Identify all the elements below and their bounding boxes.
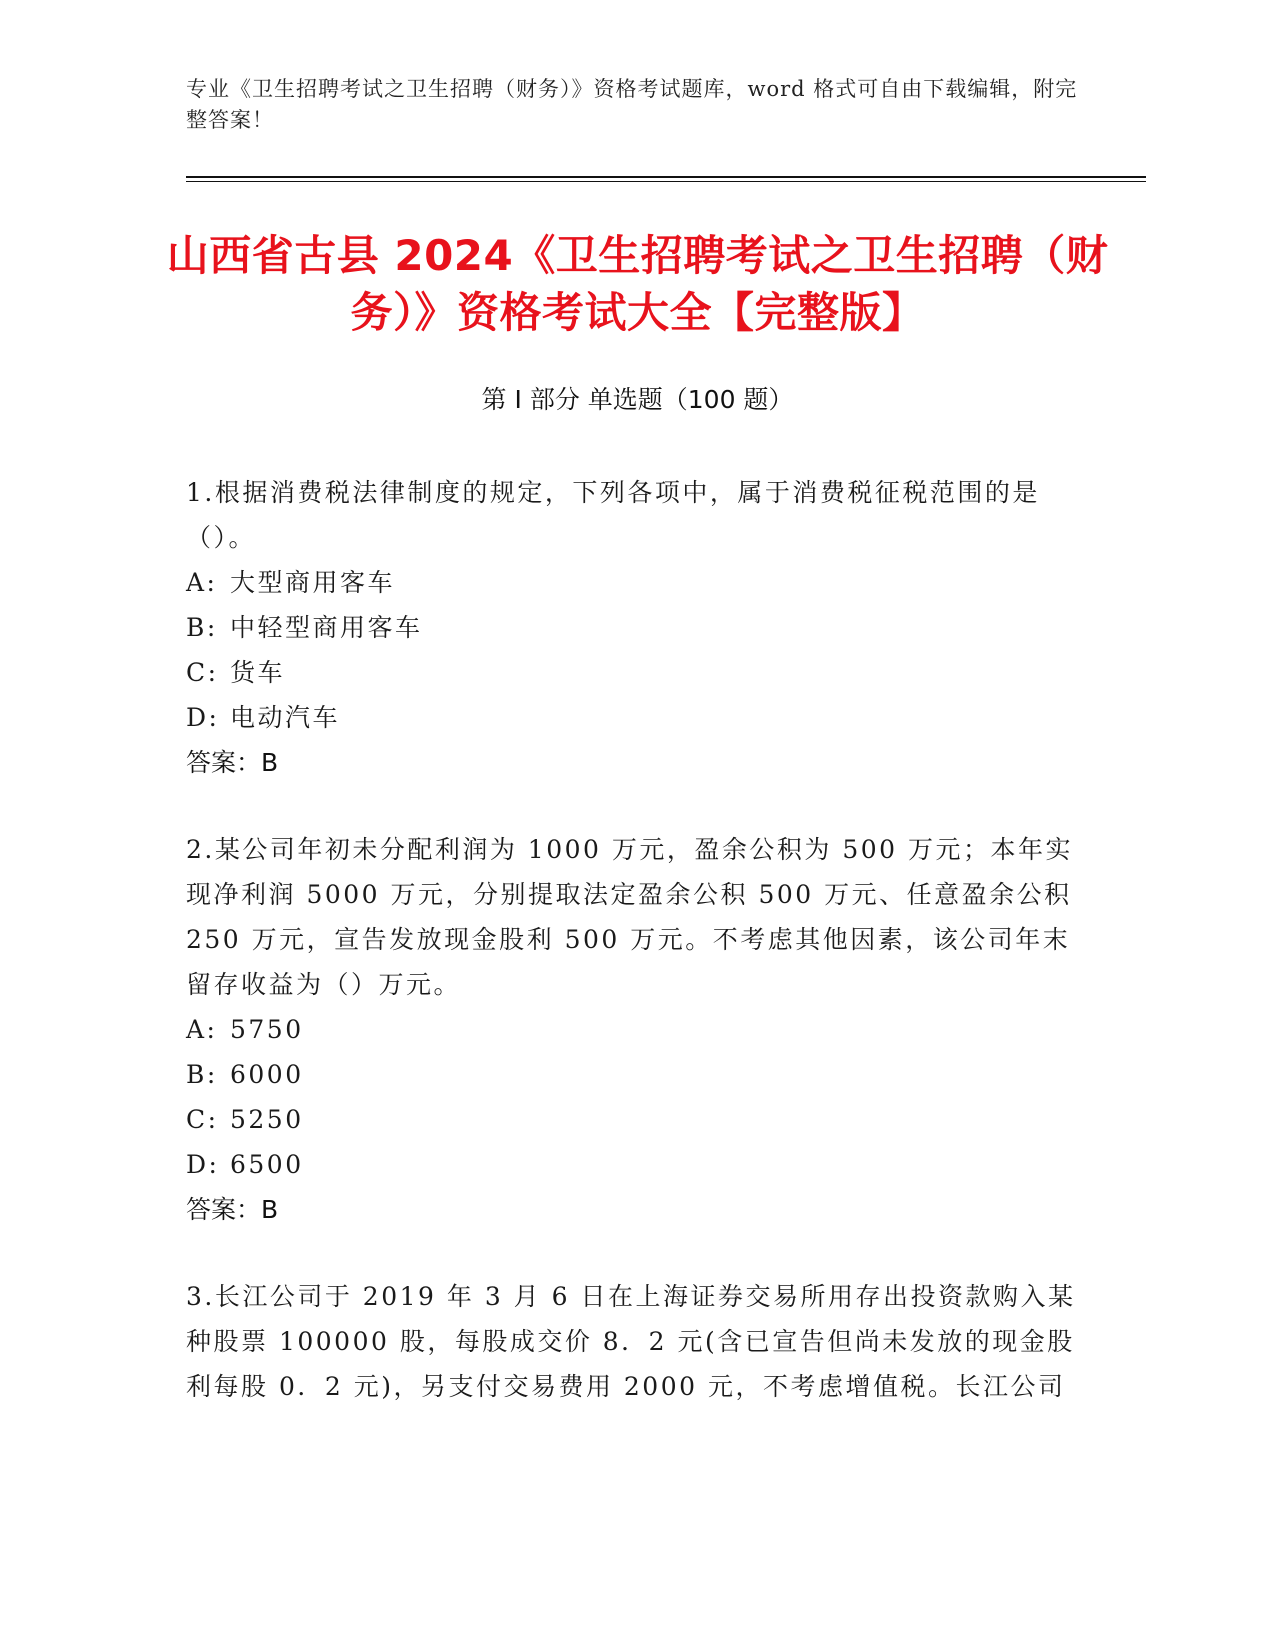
option-a [186, 560, 1086, 605]
option-text: 6500 [230, 1150, 304, 1179]
question-stem: 1.根据消费税法律制度的规定，下列各项中，属于消费税征税范围的是（）。 [186, 478, 1040, 552]
question-list [186, 470, 1086, 1451]
header-divider-thick [186, 176, 1146, 178]
option-text: 电动汽车 [230, 703, 341, 732]
question-2 [186, 827, 1086, 1232]
option-text: 货车 [230, 658, 286, 687]
option-text: 5750 [230, 1015, 304, 1044]
option-b [186, 1052, 1086, 1097]
question-1 [186, 470, 1086, 785]
option-c [186, 1097, 1086, 1142]
option-letter: C: [186, 1105, 219, 1134]
answer-line: 答案：B [186, 748, 279, 777]
section-title: 第 I 部分 单选题（100 题） [481, 385, 794, 414]
option-text: 6000 [230, 1060, 304, 1089]
document-title: 山西省古县 2024《卫生招聘考试之卫生招聘（财务）》资格考试大全【完整版】 [166, 231, 1109, 337]
option-b [186, 605, 1086, 650]
option-letter: A: [186, 568, 218, 597]
question-stem: 3.长江公司于 2019 年 3 月 6 日在上海证券交易所用存出投资款购入某种股票 100000 股，每股成交价 8．2 元(含已宣告但尚未发放的现金股利每股 0．2 元)，另支付交易费用 2000 元，不考虑增值税。长江公司 [186, 1282, 1076, 1401]
option-letter: A: [186, 1015, 218, 1044]
option-c [186, 650, 1086, 695]
option-letter: C: [186, 658, 219, 687]
option-letter: B: [186, 613, 218, 642]
header-note: 专业《卫生招聘考试之卫生招聘（财务）》资格考试题库，word 格式可自由下载编辑，附完整答案！ [186, 77, 1078, 132]
question-stem: 2.某公司年初未分配利润为 1000 万元，盈余公积为 500 万元；本年实现净利润 5000 万元，分别提取法定盈余公积 500 万元、任意盈余公积 250 万元，宣告发放现金股利 500 万元。不考虑其他因素，该公司年末留存收益为（）万元。 [186, 835, 1073, 999]
option-text: 中轻型商用客车 [230, 613, 423, 642]
option-text: 大型商用客车 [230, 568, 396, 597]
header-divider-thin [186, 181, 1146, 182]
option-text: 5250 [230, 1105, 304, 1134]
option-d [186, 695, 1086, 740]
option-a [186, 1007, 1086, 1052]
option-letter: B: [186, 1060, 218, 1089]
question-3 [186, 1274, 1086, 1409]
option-letter: D: [186, 1150, 220, 1179]
option-d [186, 1142, 1086, 1187]
option-letter: D: [186, 703, 220, 732]
answer-line: 答案：B [186, 1195, 279, 1224]
